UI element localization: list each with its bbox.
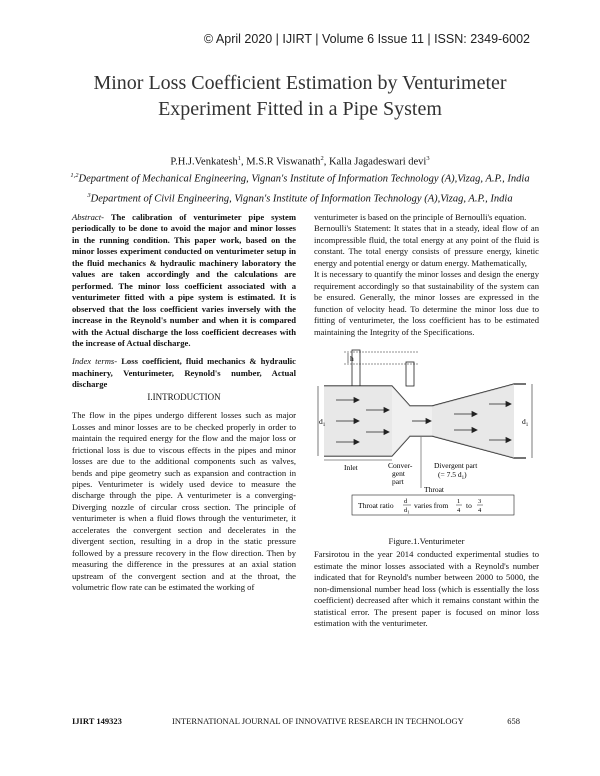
venturimeter-diagram: [314, 344, 539, 534]
pipe-divergent-fill: [432, 384, 514, 458]
affiliation-2: [60, 189, 540, 206]
manometer-tube-throat: [406, 362, 414, 386]
title-line-2: Experiment Fitted in a Pipe System: [158, 98, 442, 120]
running-header: © April 2020 | IJIRT | Volume 6 Issue 11 | ISSN: 2349-6002: [203, 32, 530, 46]
frac-den: $d_1$: [404, 506, 410, 515]
footer-page-number: 658: [507, 716, 520, 726]
label-inlet: Inlet: [344, 462, 358, 472]
label-to: to: [466, 500, 472, 510]
index-terms: [72, 356, 296, 390]
right-paragraph-3: It is necessary to quantify the minor losses and design the energy requirement accordingly so that sustainability of the system can be ensured. Generally, the minor losses are expressed in the function of velocity head. To determine the minor loss due to fitting of venturimeter, the loss coefficient has to be estimated maintaining the Integrity of the Specifications.: [314, 269, 539, 337]
one-quarter-num: 1: [457, 497, 461, 505]
index-terms-label: Index terms-: [72, 356, 118, 367]
label-convergent-3: part: [392, 476, 404, 486]
abstract-text: The calibration of venturimeter pipe system periodically to be done to avoid the major and minor losses in the running condition. This paper work, based on the minor losses experiment conducted on venturimeter setup in the fluid mechanics & hydraulic machinery laboratory the values are taken accordingly and the calculations are performed. The minor loss coefficient associated with a venturimeter fitted with a pipe system is estimated. It is observed that the loss coefficient varies inversely with the increase in the Reynold's number and when it is compared with the Actual discharge the loss coefficient decreases with the increase of Actual discharge.: [72, 212, 296, 348]
label-convergent-2: gent: [392, 468, 405, 478]
intro-paragraph: The flow in the pipes undergo different losses such as major Losses and minor losses are to be checked properly in order to maintain the required energy for the flow and the major loss or frictional loss is due to viscous effects in the pipes and minor losses are due to the additional components such as valves, bends and pipe geometry such as expansion and contraction in pipes. Venturimeter is widely used device to measure the discharge through the pipe. A venturimeter is a converging-Diverging nozzle of circular cross section. The principle of venturimeter is when a fluid flows through the venturimeter, it accelerates the convergent section and decelerates in the divergent section, resulting in a drop in the static pressure followed by a pressure recovery in the flow direction. Then by measuring the difference in the pressures at an axial station upstream of the convergent section and at the throat, the volumetric flow rate can be estimated the working of: [72, 410, 296, 593]
author-1: P.H.J.Venkatesh: [170, 156, 238, 168]
frac-num: d: [404, 497, 408, 505]
affiliation-2-sup: 3: [87, 192, 91, 199]
label-throat: Throat: [424, 484, 444, 494]
author-3: Kalla Jagadeswari devi: [328, 156, 427, 168]
label-throat-ratio: Throat ratio: [358, 500, 394, 510]
right-paragraph-1: venturimeter is based on the principle of Bernoulli's equation.: [314, 212, 527, 222]
three-quarter-den: 4: [478, 506, 482, 514]
author-1-sup: 1: [237, 155, 242, 162]
paper-title: [60, 70, 540, 122]
label-divergent-eq: (= 7.5 $d_1$): [438, 469, 467, 481]
label-h: h: [350, 353, 354, 363]
author-names: P.H.J.Venkatesh$^1$, M.S.R Viswanath$^2$, Kalla Jagadeswari devi$^3$: [170, 155, 430, 168]
author-3-sup: 3: [426, 155, 430, 162]
affiliation-2-text: Department of Civil Engineering, Vignan's Institute of Information Technology (A),Vizag, A.P., India: [90, 193, 513, 205]
author-2-sup: 2: [320, 155, 324, 162]
intro-heading: I.INTRODUCTION: [147, 391, 221, 402]
label-divergent: Divergent part: [434, 460, 478, 470]
three-quarter-num: 3: [478, 497, 482, 505]
right-column: [314, 212, 539, 630]
index-terms-text: Loss coefficient, fluid mechanics & hydraulic machinery, Venturimeter, Reynold's number, Actual discharge: [72, 356, 296, 390]
label-d1-right: $d_1$: [522, 416, 529, 428]
affiliation-1-text: Department of Mechanical Engineering, Vignan's Institute of Information Technology (A),Vizag, A.P., India: [78, 173, 530, 184]
one-quarter-den: 4: [457, 506, 461, 514]
right-paragraph-4: Farsirotou in the year 2014 conducted experimental studies to estimate the minor losses associated with a Reynold's number indicated that for Reynold's number between 2000 to 5000, the non-dimensional number head loss (which is essentially the loss coefficient) decreased after which it remains constant within the statistical error. The present paper is focused on minor loss estimation with the venturimeter.: [314, 549, 539, 629]
footer-paper-id: IJIRT 149323: [72, 716, 122, 726]
abstract-label: Abstract-: [72, 212, 104, 222]
footer-journal-name: INTERNATIONAL JOURNAL OF INNOVATIVE RESEARCH IN TECHNOLOGY: [172, 716, 464, 726]
author-block: [60, 152, 540, 206]
label-convergent-1: Conver-: [388, 460, 413, 470]
right-paragraph-2: Bernoulli's Statement: It states that in a steady, ideal flow of an incompressible fluid, the total energy at any point of the fluid is constant. The total energy consists of pressure energy, kinetic energy and potential energy or datum energy. Mathematically,: [314, 223, 539, 268]
author-2: M.S.R Viswanath: [246, 156, 321, 168]
venturimeter-figure: [314, 344, 539, 534]
figure-caption: Figure.1.Venturimeter: [388, 535, 465, 546]
affiliation-1: [60, 169, 540, 186]
abstract: [72, 212, 296, 349]
label-varies: varies from: [414, 500, 449, 510]
label-d1-left: $d_1$: [319, 416, 326, 428]
left-column: [72, 212, 296, 594]
title-line-1: Minor Loss Coefficient Estimation by Venturimeter: [93, 72, 507, 94]
affiliation-1-sup: 1,2: [70, 171, 79, 179]
